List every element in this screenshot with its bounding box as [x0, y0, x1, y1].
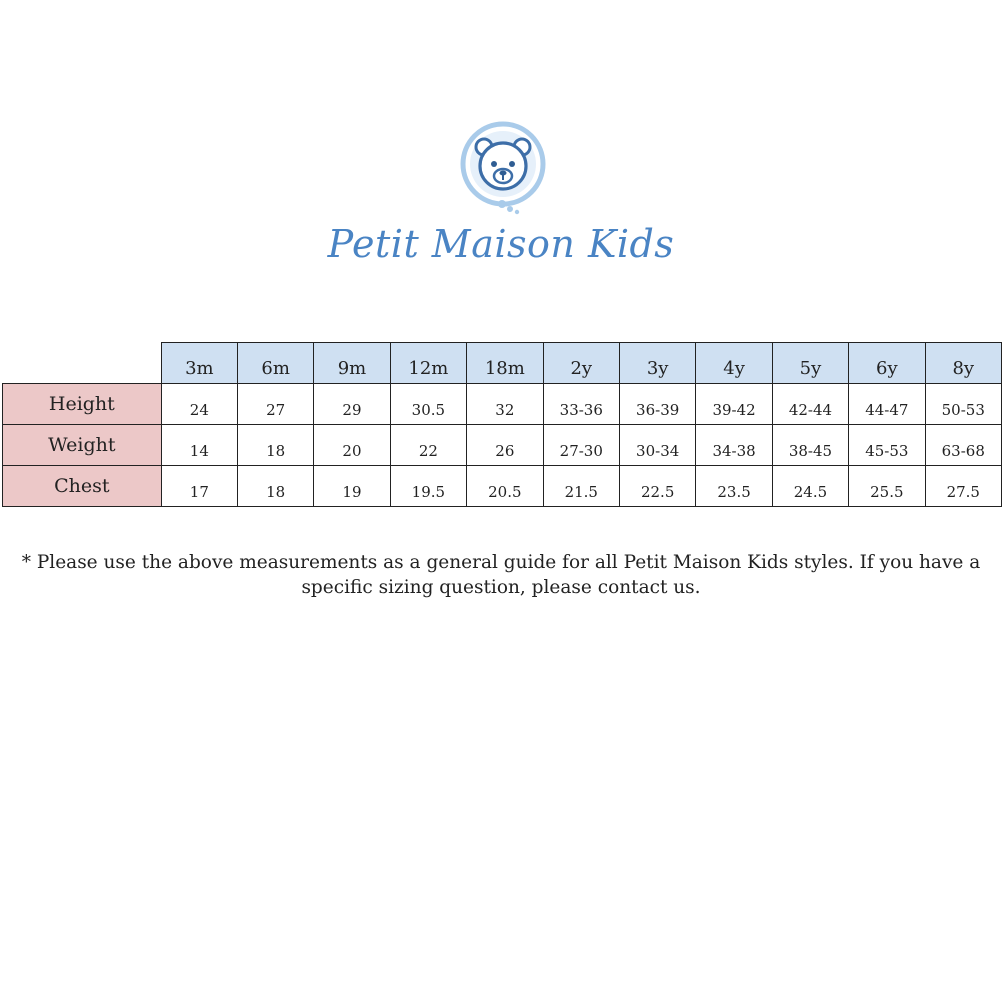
- table-cell: 42-44: [772, 384, 848, 425]
- table-cell: 50-53: [925, 384, 1001, 425]
- table-corner: [3, 343, 162, 384]
- row-label-chest: Chest: [3, 466, 162, 507]
- size-header: 8y: [925, 343, 1001, 384]
- table-cell: 24: [161, 384, 237, 425]
- table-cell: 18: [238, 466, 314, 507]
- size-header: 6m: [238, 343, 314, 384]
- size-chart-table: [2, 342, 1002, 507]
- sizing-note: * Please use the above measurements as a general guide for all Petit Maison Kids styles. If you have a specific sizing question, please contact us.: [21, 552, 981, 598]
- table-cell: 33-36: [543, 384, 619, 425]
- bear-left-eye: [491, 161, 497, 167]
- table-cell: 30-34: [619, 425, 695, 466]
- table-cell: 20: [314, 425, 390, 466]
- table-cell: 22.5: [619, 466, 695, 507]
- size-header: 6y: [849, 343, 925, 384]
- logo-bubble-large: [498, 200, 506, 208]
- size-header: 18m: [467, 343, 543, 384]
- table-cell: 36-39: [619, 384, 695, 425]
- table-cell: 32: [467, 384, 543, 425]
- table-cell: 21.5: [543, 466, 619, 507]
- size-header: 3y: [619, 343, 695, 384]
- size-header: 12m: [390, 343, 466, 384]
- size-header: 5y: [772, 343, 848, 384]
- size-header-row: [3, 343, 1002, 384]
- table-cell: 44-47: [849, 384, 925, 425]
- size-header: 2y: [543, 343, 619, 384]
- table-row-height: [3, 384, 1002, 425]
- table-cell: 14: [161, 425, 237, 466]
- table-cell: 30.5: [390, 384, 466, 425]
- size-header: 9m: [314, 343, 390, 384]
- table-cell: 39-42: [696, 384, 772, 425]
- table-row-weight: [3, 425, 1002, 466]
- table-cell: 38-45: [772, 425, 848, 466]
- logo-bubble-medium: [507, 206, 513, 212]
- table-cell: 17: [161, 466, 237, 507]
- table-cell: 23.5: [696, 466, 772, 507]
- bear-logo-icon: [455, 120, 555, 220]
- brand-name: Petit Maison Kids: [327, 222, 675, 266]
- table-cell: 26: [467, 425, 543, 466]
- table-cell: 27.5: [925, 466, 1001, 507]
- table-cell: 18: [238, 425, 314, 466]
- bear-right-eye: [509, 161, 515, 167]
- table-row-chest: [3, 466, 1002, 507]
- table-cell: 27: [238, 384, 314, 425]
- table-cell: 22: [390, 425, 466, 466]
- size-header: 3m: [161, 343, 237, 384]
- table-cell: 19.5: [390, 466, 466, 507]
- table-cell: 20.5: [467, 466, 543, 507]
- table-cell: 45-53: [849, 425, 925, 466]
- logo-bubble-small: [515, 210, 519, 214]
- size-header: 4y: [696, 343, 772, 384]
- table-cell: 34-38: [696, 425, 772, 466]
- table-cell: 25.5: [849, 466, 925, 507]
- table-cell: 27-30: [543, 425, 619, 466]
- row-label-weight: Weight: [3, 425, 162, 466]
- table-cell: 63-68: [925, 425, 1001, 466]
- bear-nose: [500, 171, 507, 176]
- table-cell: 19: [314, 466, 390, 507]
- row-label-height: Height: [3, 384, 162, 425]
- table-cell: 29: [314, 384, 390, 425]
- table-cell: 24.5: [772, 466, 848, 507]
